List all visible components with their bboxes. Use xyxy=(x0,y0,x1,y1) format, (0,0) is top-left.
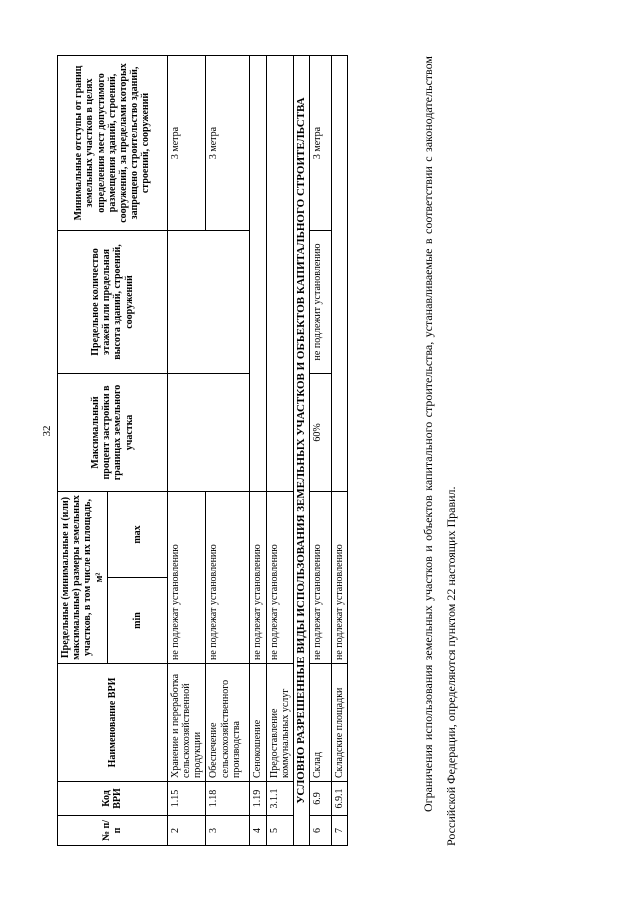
row-percent-empty xyxy=(167,373,250,491)
row-num: 7 xyxy=(331,816,347,846)
row-name: Сенокошение xyxy=(250,664,266,782)
row-size: не подлежат установлению xyxy=(331,491,347,663)
row-code: 3.1.1 xyxy=(266,782,293,816)
row-empty xyxy=(331,55,347,491)
notes xyxy=(417,56,463,846)
header-size: Предельные (минимальные и (или) максимальные) размеры земельных участков, в том числе их площадь, м² xyxy=(58,491,108,663)
row-num: 6 xyxy=(309,816,331,846)
table-row xyxy=(331,55,347,845)
row-size: не подлежат установлению xyxy=(167,491,206,663)
table-row xyxy=(266,55,293,845)
header-name: Наименование ВРИ xyxy=(58,664,168,782)
row-size: не подлежат установлению xyxy=(206,491,250,663)
row-num: 2 xyxy=(167,816,206,846)
row-name: Склад xyxy=(309,664,331,782)
header-max: max xyxy=(107,491,167,577)
row-name: Предоставление коммунальных услуг xyxy=(266,664,293,782)
header-code: Код ВРИ xyxy=(58,782,168,816)
row-floors: не подлежит установлению xyxy=(309,230,331,373)
table-row xyxy=(309,55,331,845)
land-use-table xyxy=(57,55,348,846)
row-code: 1.19 xyxy=(250,782,266,816)
row-floors-empty xyxy=(167,230,250,373)
header-setback: Минимальные отступы от границ земельных участков в целях определения мест допустимого размещения зданий, строений, сооружений, за пределами которых запрещено строительство зданий, строений, сооружений xyxy=(58,55,168,230)
note-paragraph: Ограничения использования земельных участков и объектов капитального строительства, устанавливаемые в соответствии с законодательством Российской Федерации, определяются пунктом 22 настоящих Правил. xyxy=(421,56,458,846)
row-size: не подлежат установлению xyxy=(250,491,266,663)
rotated-page-content xyxy=(57,56,477,846)
header-num: № п/п xyxy=(58,816,168,846)
row-name: Складские площадки xyxy=(331,664,347,782)
row-size: не подлежат установлению xyxy=(266,491,293,663)
section-title: УСЛОВНО РАЗРЕШЕННЫЕ ВИДЫ ИСПОЛЬЗОВАНИЯ ЗЕМЕЛЬНЫХ УЧАСТКОВ И ОБЪЕКТОВ КАПИТАЛЬНОГО СТРОИТЕЛЬСТВА xyxy=(293,55,309,845)
row-num: 4 xyxy=(250,816,266,846)
row-num: 5 xyxy=(266,816,293,846)
row-code: 1.15 xyxy=(167,782,206,816)
table-row xyxy=(250,55,266,845)
row-empty xyxy=(250,55,266,491)
row-setback: 3 метра xyxy=(206,55,250,230)
row-num: 3 xyxy=(206,816,250,846)
header-min: min xyxy=(107,578,167,664)
row-setback: 3 метра xyxy=(167,55,206,230)
row-name: Хранение и переработка сельскохозяйственной продукции xyxy=(167,664,206,782)
row-code: 6.9 xyxy=(309,782,331,816)
page-number: 32 xyxy=(41,425,53,437)
header-floors: Предельное количество этажей или предельная высота зданий, строений, сооружений xyxy=(58,230,168,373)
row-percent: 60% xyxy=(309,373,331,491)
row-setback: 3 метра xyxy=(309,55,331,230)
row-name: Обеспечение сельскохозяйственного производства xyxy=(206,664,250,782)
row-code: 6.9.1 xyxy=(331,782,347,816)
row-empty xyxy=(266,55,293,491)
table-row xyxy=(167,55,206,845)
row-size: не подлежат установлению xyxy=(309,491,331,663)
row-code: 1.18 xyxy=(206,782,250,816)
header-percent: Максимальный процент застройки в границах земельного участка xyxy=(58,373,168,491)
